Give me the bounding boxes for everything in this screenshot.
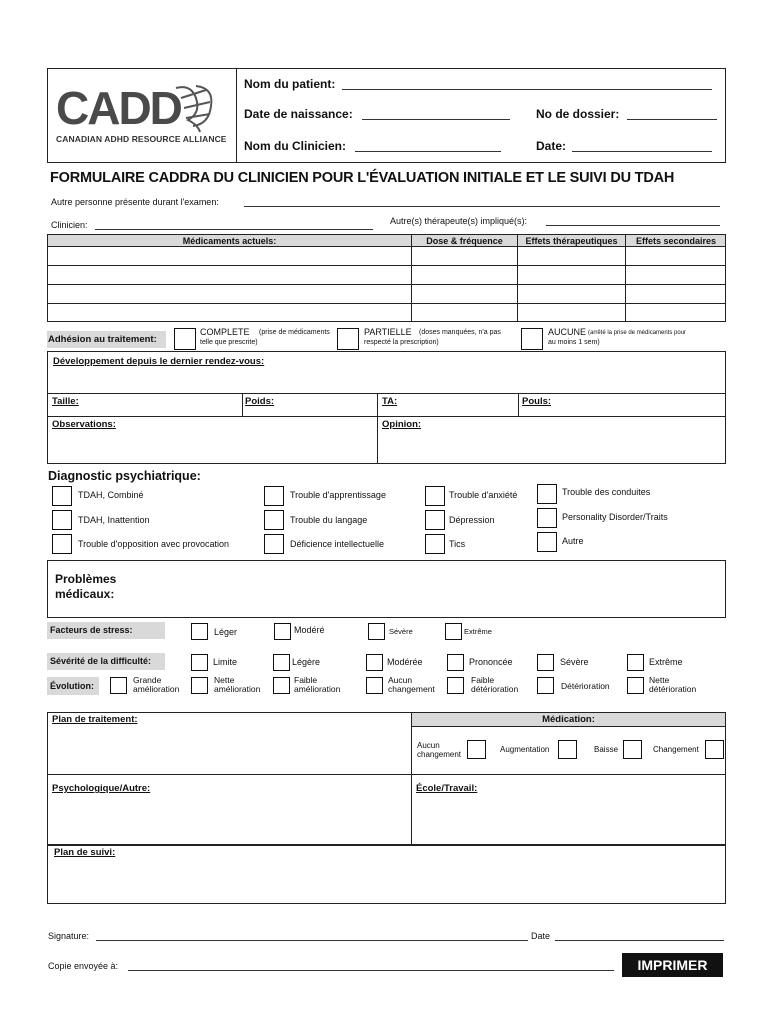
diag-other-label: Autre bbox=[562, 536, 584, 546]
stress-severe-checkbox[interactable] bbox=[368, 623, 385, 640]
diag-learning-checkbox[interactable] bbox=[264, 486, 284, 506]
dob-field[interactable] bbox=[362, 119, 510, 120]
clinician-label: Clinicien: bbox=[51, 220, 88, 230]
stress-light-label: Léger bbox=[214, 627, 238, 637]
other-person-field[interactable] bbox=[244, 206, 720, 207]
adherence-none-detail1: (arrêté la prise de médicaments pour bbox=[588, 330, 687, 336]
med-no-change-checkbox[interactable] bbox=[467, 740, 486, 759]
diag-odd-label: Trouble d'opposition avec provocation bbox=[78, 539, 229, 549]
meds-row-3[interactable] bbox=[48, 285, 725, 303]
severity-mild-label: Légère bbox=[292, 657, 321, 667]
evo-no-change-l1: Aucun bbox=[388, 675, 413, 685]
diag-personality-label: Personality Disorder/Traits bbox=[562, 512, 668, 522]
clinician-field[interactable] bbox=[95, 229, 373, 230]
therapist-field[interactable] bbox=[546, 225, 720, 226]
evo-slight-deterioration-l2: détérioration bbox=[471, 684, 519, 694]
evo-clear-improvement-l1: Nette bbox=[214, 675, 235, 685]
diag-personality-checkbox[interactable] bbox=[537, 508, 557, 528]
clinician-name-field[interactable] bbox=[355, 151, 501, 152]
evo-clear-improvement-checkbox[interactable] bbox=[191, 677, 208, 694]
evo-great-improvement-l2: amélioration bbox=[133, 684, 180, 694]
stress-extreme-checkbox[interactable] bbox=[445, 623, 462, 640]
logo-tagline: CANADIAN ADHD RESOURCE ALLIANCE bbox=[56, 134, 227, 144]
med-decrease-label: Baisse bbox=[594, 745, 619, 754]
diag-depression-checkbox[interactable] bbox=[425, 510, 445, 530]
evo-clear-deterioration-l1: Nette bbox=[649, 675, 670, 685]
school-field[interactable] bbox=[414, 796, 723, 842]
caddra-logo bbox=[56, 78, 227, 148]
med-change-label: Changement bbox=[653, 745, 699, 754]
footer-date-field[interactable] bbox=[555, 940, 724, 941]
stress-severe-label: Sévère bbox=[389, 627, 413, 636]
diag-language-label: Trouble du langage bbox=[290, 515, 368, 525]
header-divider bbox=[236, 68, 237, 163]
diag-depression-label: Dépression bbox=[449, 515, 495, 525]
dob-label: Date de naissance: bbox=[244, 107, 353, 121]
adherence-complete-checkbox[interactable] bbox=[174, 328, 196, 350]
followup-box[interactable] bbox=[47, 845, 726, 904]
adherence-none-detail2: au moins 1 sem) bbox=[548, 339, 600, 346]
med-decrease-checkbox[interactable] bbox=[623, 740, 642, 759]
diag-tics-checkbox[interactable] bbox=[425, 534, 445, 554]
diag-intellectual-checkbox[interactable] bbox=[264, 534, 284, 554]
school-label: École/Travail: bbox=[416, 783, 478, 794]
severity-limit-checkbox[interactable] bbox=[191, 654, 208, 671]
diag-anxiety-checkbox[interactable] bbox=[425, 486, 445, 506]
severity-label: Sévérité de la difficulté: bbox=[47, 653, 165, 670]
medical-problems-box[interactable] bbox=[47, 560, 726, 618]
signature-label: Signature: bbox=[48, 931, 90, 941]
severity-severe-checkbox[interactable] bbox=[537, 654, 554, 671]
medication-label: Médication: bbox=[542, 714, 595, 725]
psych-field[interactable] bbox=[50, 796, 408, 842]
observations-label: Observations: bbox=[52, 419, 116, 430]
treatment-plan-field[interactable] bbox=[50, 728, 408, 772]
severity-extreme-checkbox[interactable] bbox=[627, 654, 644, 671]
adherence-none-label: AUCUNE bbox=[548, 327, 587, 337]
evolution-label: Évolution: bbox=[47, 677, 99, 695]
diag-anxiety-label: Trouble d'anxiété bbox=[449, 490, 518, 500]
stress-extreme-label: Extrême bbox=[464, 627, 492, 636]
severity-severe-label: Sévère bbox=[560, 657, 589, 667]
patient-name-field[interactable] bbox=[342, 89, 712, 90]
copy-field[interactable] bbox=[128, 970, 614, 971]
med-no-change-l2: changement bbox=[417, 750, 462, 759]
adherence-complete-label: COMPLETE bbox=[200, 327, 250, 337]
evo-clear-improvement-l2: amélioration bbox=[214, 684, 261, 694]
development-label: Développement depuis le dernier rendez-vous: bbox=[53, 356, 265, 367]
adherence-partial-checkbox[interactable] bbox=[337, 328, 359, 350]
evo-deterioration-l2: Détérioration bbox=[561, 681, 610, 691]
evo-clear-deterioration-l2: détérioration bbox=[649, 684, 697, 694]
therapist-label: Autre(s) thérapeute(s) impliqué(s): bbox=[390, 216, 528, 226]
evo-great-improvement-checkbox[interactable] bbox=[110, 677, 127, 694]
diag-other-checkbox[interactable] bbox=[537, 532, 557, 552]
med-no-change-l1: Aucun bbox=[417, 741, 440, 750]
stress-light-checkbox[interactable] bbox=[191, 623, 208, 640]
severity-pronounced-checkbox[interactable] bbox=[447, 654, 464, 671]
evo-slight-improvement-checkbox[interactable] bbox=[273, 677, 290, 694]
diag-conduct-label: Trouble des conduites bbox=[562, 487, 651, 497]
adherence-none-checkbox[interactable] bbox=[521, 328, 543, 350]
file-no-label: No de dossier: bbox=[536, 107, 620, 121]
signature-field[interactable] bbox=[96, 940, 528, 941]
meds-col-medication: Médicaments actuels: bbox=[182, 236, 277, 246]
evo-deterioration-checkbox[interactable] bbox=[537, 677, 554, 694]
adherence-partial-label: PARTIELLE bbox=[364, 327, 412, 337]
med-increase-checkbox[interactable] bbox=[558, 740, 577, 759]
patient-name-label: Nom du patient: bbox=[244, 77, 336, 91]
stress-moderate-checkbox[interactable] bbox=[274, 623, 291, 640]
clinician-name-label: Nom du Clinicien: bbox=[244, 139, 346, 153]
evo-no-change-l2: changement bbox=[388, 684, 435, 694]
evo-slight-improvement-l1: Faible bbox=[294, 675, 318, 685]
pulse-label: Pouls: bbox=[522, 396, 552, 407]
diag-adhd-combined-label: TDAH, Combiné bbox=[78, 490, 144, 500]
diag-odd-checkbox[interactable] bbox=[52, 534, 72, 554]
severity-pronounced-label: Prononcée bbox=[469, 657, 513, 667]
followup-label: Plan de suivi: bbox=[54, 847, 116, 858]
med-increase-label: Augmentation bbox=[500, 745, 550, 754]
medical-problems-label-1: Problèmes bbox=[55, 572, 117, 586]
meds-row-1[interactable] bbox=[48, 247, 725, 265]
diag-language-checkbox[interactable] bbox=[264, 510, 284, 530]
bp-label: TA: bbox=[382, 396, 398, 407]
treatment-plan-label: Plan de traitement: bbox=[52, 714, 138, 725]
svg-text:CADD: CADD bbox=[56, 82, 181, 134]
development-field[interactable] bbox=[50, 370, 723, 392]
print-button[interactable]: IMPRIMER bbox=[622, 953, 723, 977]
meds-row-4[interactable] bbox=[48, 304, 725, 322]
header-date-field[interactable] bbox=[572, 151, 712, 152]
psych-label: Psychologique/Autre: bbox=[52, 783, 151, 794]
development-box bbox=[47, 351, 726, 464]
adherence-complete-detail2: telle que prescrite) bbox=[200, 339, 258, 346]
diag-learning-label: Trouble d'apprentissage bbox=[290, 490, 386, 500]
file-no-field[interactable] bbox=[627, 119, 717, 120]
header-date-label: Date: bbox=[536, 139, 567, 153]
diag-intellectual-label: Déficience intellectuelle bbox=[290, 539, 385, 549]
height-label: Taille: bbox=[52, 396, 79, 407]
evo-no-change-checkbox[interactable] bbox=[366, 677, 383, 694]
diag-tics-label: Tics bbox=[449, 539, 466, 549]
severity-moderate-checkbox[interactable] bbox=[366, 654, 383, 671]
diag-adhd-inattention-label: TDAH, Inattention bbox=[78, 515, 150, 525]
meds-col-dose: Dose & fréquence bbox=[426, 236, 503, 246]
stress-moderate-label: Modéré bbox=[294, 625, 325, 635]
adherence-complete-detail1: (prise de médicaments bbox=[259, 329, 330, 336]
footer-date-label: Date bbox=[531, 931, 551, 941]
adherence-partial-detail1: (doses manquées, n'a pas bbox=[419, 329, 501, 336]
meds-col-effects: Effets thérapeutiques bbox=[525, 236, 618, 246]
diagnosis-title: Diagnostic psychiatrique: bbox=[48, 469, 201, 483]
opinion-label: Opinion: bbox=[382, 419, 422, 430]
adherence-label: Adhésion au traitement: bbox=[47, 331, 166, 348]
diag-adhd-combined-checkbox[interactable] bbox=[52, 486, 72, 506]
severity-mild-checkbox[interactable] bbox=[273, 654, 290, 671]
meds-col-side-effects: Effets secondaires bbox=[635, 236, 717, 246]
copy-label: Copie envoyée à: bbox=[48, 961, 119, 971]
stress-label: Facteurs de stress: bbox=[47, 622, 165, 639]
evo-great-improvement-l1: Grande bbox=[133, 675, 162, 685]
med-change-checkbox[interactable] bbox=[705, 740, 724, 759]
weight-label: Poids: bbox=[245, 396, 275, 407]
medical-problems-label-2: médicaux: bbox=[55, 587, 115, 601]
meds-row-2[interactable] bbox=[48, 266, 725, 284]
evo-slight-improvement-l2: amélioration bbox=[294, 684, 341, 694]
form-title: FORMULAIRE CADDRA DU CLINICIEN POUR L'ÉVALUATION INITIALE ET LE SUIVI DU TDAH bbox=[50, 170, 675, 186]
diag-adhd-inattention-checkbox[interactable] bbox=[52, 510, 72, 530]
severity-moderate-label: Modérée bbox=[387, 657, 423, 667]
adherence-partial-detail2: respecté la prescription) bbox=[364, 339, 439, 346]
other-person-label: Autre personne présente durant l'examen: bbox=[51, 197, 219, 207]
severity-extreme-label: Extrême bbox=[649, 657, 683, 667]
severity-limit-label: Limite bbox=[213, 657, 238, 667]
diag-conduct-checkbox[interactable] bbox=[537, 484, 557, 504]
evo-clear-deterioration-checkbox[interactable] bbox=[627, 677, 644, 694]
evo-slight-deterioration-checkbox[interactable] bbox=[447, 677, 464, 694]
evo-slight-deterioration-l1: Faible bbox=[471, 675, 495, 685]
